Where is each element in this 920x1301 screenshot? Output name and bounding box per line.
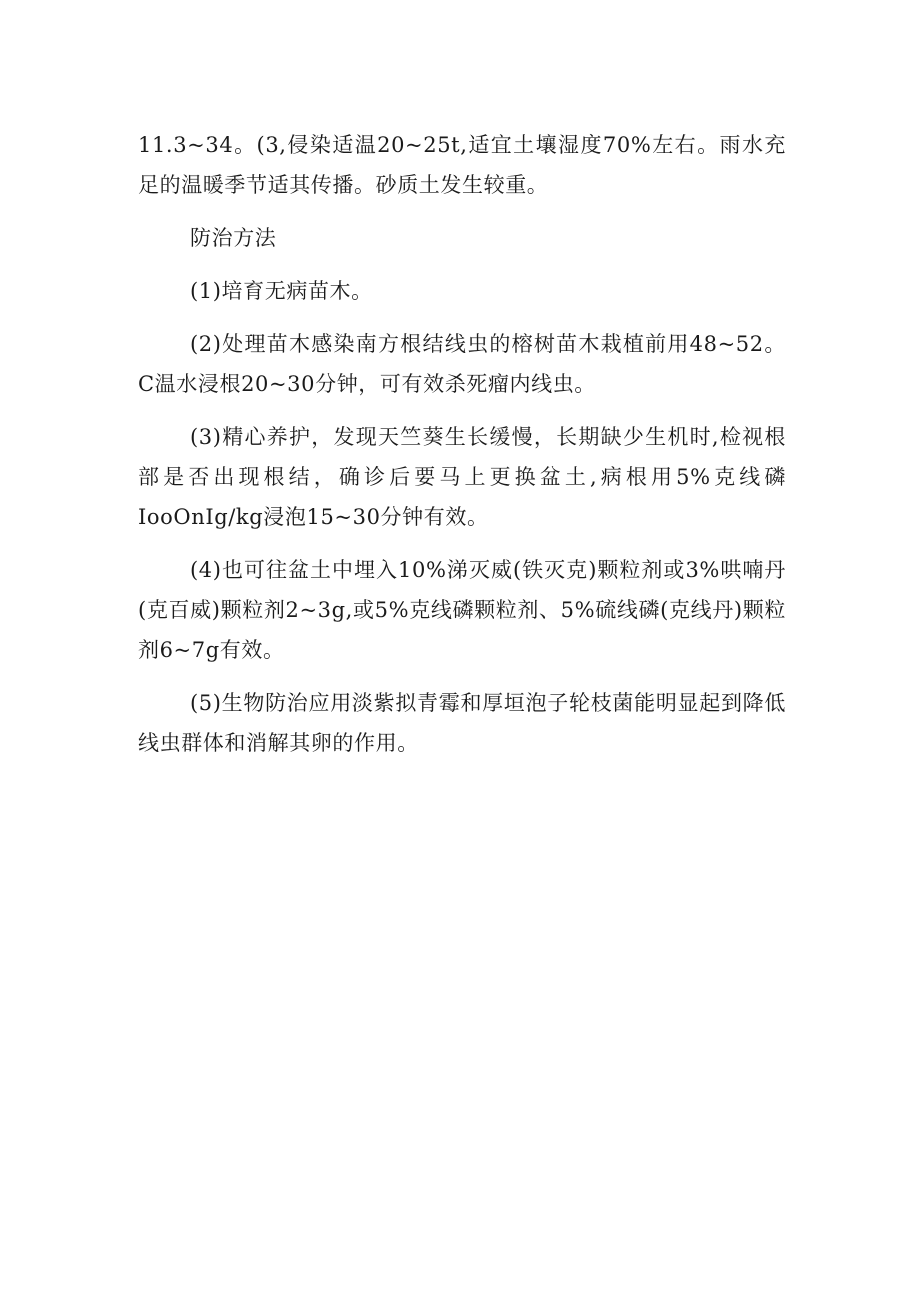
section-heading: 防治方法 xyxy=(190,226,277,250)
paragraph-item-3: (3)精心养护，发现天竺葵生长缓慢，长期缺少生机时,检视根部是否出现根结，确诊后要马上更换盆土,病根用5%克线磷IooOnIg/kg浸泡15~30分钟有效。 xyxy=(138,425,786,529)
paragraph-item-5: (5)生物防治应用淡紫拟青霉和厚垣泡子轮枝菌能明显起到降低线虫群体和消解其卵的作用。 xyxy=(138,691,786,755)
paragraph-item-4: (4)也可往盆土中埋入10%涕灭威(铁灭克)颗粒剂或3%哄喃丹(克百威)颗粒剂2~3g,或5%克线磷颗粒剂、5%硫线磷(克线丹)颗粒剂6~7g有效。 xyxy=(138,558,786,662)
paragraph-item-1: (1)培育无病苗木。 xyxy=(190,279,373,303)
paragraph-continuation: 11.3~34。(3,侵染适温20~25t,适宜土壤湿度70%左右。雨水充足的温暖季节适其传播。砂质土发生较重。 xyxy=(138,133,786,197)
paragraph-item-2: (2)处理苗木感染南方根结线虫的榕树苗木栽植前用48~52。C温水浸根20~30分钟，可有效杀死瘤内线虫。 xyxy=(138,332,786,396)
body-text xyxy=(138,125,786,776)
